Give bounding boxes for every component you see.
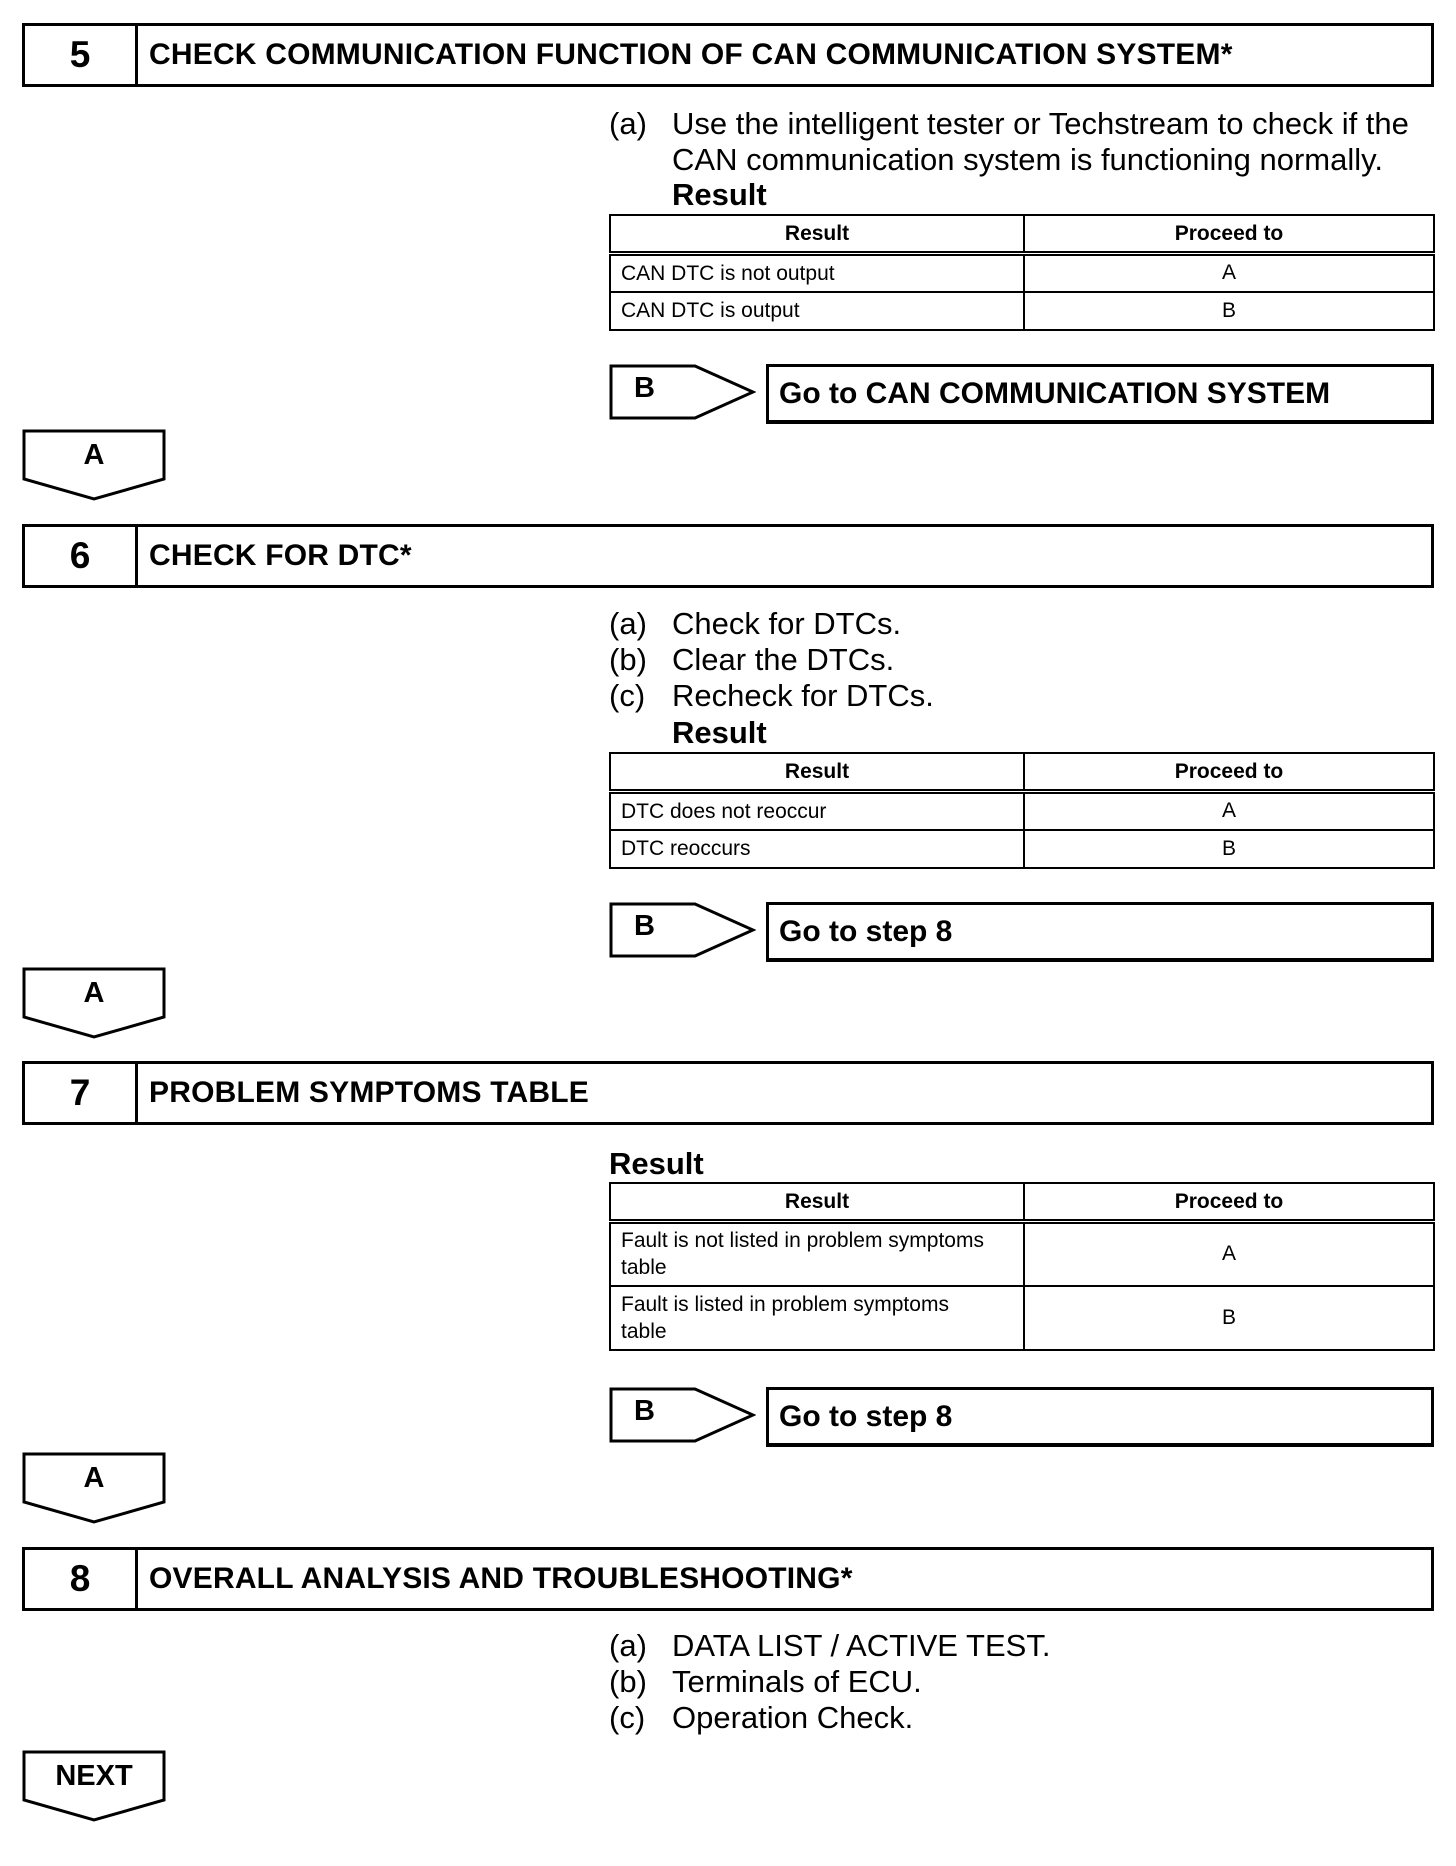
step-7-header: [22, 1061, 1434, 1125]
instruction-tag: (b): [609, 1664, 647, 1699]
step-title: CHECK COMMUNICATION FUNCTION OF CAN COMMUNICATION SYSTEM*: [149, 38, 1233, 71]
table-header-row: [610, 1183, 1434, 1222]
continue-label: A: [83, 439, 105, 471]
result-cell: DTC does not reoccur: [610, 792, 1024, 830]
result-heading: Result: [672, 177, 767, 212]
result-cell-line: Fault is not listed in problem symptoms: [621, 1229, 984, 1253]
step-7-result-table: [609, 1182, 1435, 1351]
goto-step-8-box[interactable]: Go to step 8: [766, 902, 1434, 962]
result-cell-line: Fault is listed in problem symptoms: [621, 1292, 949, 1316]
result-heading: Result: [609, 1146, 704, 1181]
table-row: [610, 792, 1434, 830]
result-heading: Result: [672, 715, 767, 750]
result-cell: [610, 1222, 1024, 1286]
table-header-row: [610, 753, 1434, 792]
column-header: Proceed to: [1024, 1183, 1434, 1222]
instruction-tag: (b): [609, 642, 647, 677]
step-title: CHECK FOR DTC*: [149, 539, 412, 572]
proceed-cell: B: [1024, 830, 1434, 868]
step-number: 6: [25, 527, 138, 585]
instruction-text: Check for DTCs.: [672, 606, 902, 641]
step-8-instructions: [609, 1628, 1050, 1736]
right-arrow-tab-icon: [609, 364, 756, 420]
column-header: Result: [610, 753, 1024, 792]
step-title: PROBLEM SYMPTOMS TABLE: [149, 1076, 589, 1109]
right-arrow-tab-icon: [609, 902, 756, 958]
continue-label: A: [83, 1462, 105, 1494]
step-title: OVERALL ANALYSIS AND TROUBLESHOOTING*: [149, 1562, 853, 1595]
proceed-cell: A: [1024, 792, 1434, 830]
next-label: NEXT: [55, 1760, 133, 1792]
instruction-line: CAN communication system is functioning normally.: [672, 142, 1383, 177]
proceed-cell: B: [1024, 1286, 1434, 1350]
result-cell-line: table: [621, 1256, 667, 1280]
column-header: Proceed to: [1024, 753, 1434, 792]
result-cell: DTC reoccurs: [610, 830, 1024, 868]
column-header: Proceed to: [1024, 215, 1434, 254]
continue-a-arrow[interactable]: [22, 429, 166, 501]
step-5-instructions: [609, 106, 1409, 178]
table-row: [610, 1286, 1434, 1350]
continue-a-arrow[interactable]: [22, 1452, 166, 1524]
step-number: 5: [25, 26, 138, 84]
table-header-row: [610, 215, 1434, 254]
instruction-text: Clear the DTCs.: [672, 642, 895, 677]
instruction-item: [609, 1700, 1050, 1736]
proceed-cell: A: [1024, 254, 1434, 292]
table-row: [610, 830, 1434, 868]
result-cell: [610, 1286, 1024, 1350]
step-5-result-table: [609, 214, 1435, 331]
instruction-tag: (a): [609, 1628, 647, 1663]
proceed-cell: A: [1024, 1222, 1434, 1286]
instruction-item: [609, 678, 934, 714]
branch-label: B: [634, 910, 655, 942]
next-arrow[interactable]: [22, 1750, 166, 1822]
instruction-line: Use the intelligent tester or Techstream to check if the: [672, 106, 1409, 141]
branch-label: B: [634, 1395, 655, 1427]
table-row: [610, 254, 1434, 292]
step-number: 8: [25, 1550, 138, 1608]
instruction-text: DATA LIST / ACTIVE TEST.: [672, 1628, 1051, 1663]
branch-b-arrow[interactable]: [609, 902, 756, 958]
table-row: [610, 292, 1434, 330]
column-header: Result: [610, 1183, 1024, 1222]
instruction-text: Recheck for DTCs.: [672, 678, 934, 713]
right-arrow-tab-icon: [609, 1387, 756, 1443]
step-6-result-table: [609, 752, 1435, 869]
result-cell-line: table: [621, 1319, 667, 1343]
instruction-item: [609, 1628, 1050, 1664]
step-number: 7: [25, 1064, 138, 1122]
result-cell: CAN DTC is output: [610, 292, 1024, 330]
step-8-header: [22, 1547, 1434, 1611]
instruction-tag: (a): [609, 606, 647, 641]
instruction-item: [609, 1664, 1050, 1700]
instruction-item: [609, 106, 1409, 178]
step-6-header: [22, 524, 1434, 588]
proceed-cell: B: [1024, 292, 1434, 330]
column-header: Result: [610, 215, 1024, 254]
continue-a-arrow[interactable]: [22, 967, 166, 1039]
instruction-text: Operation Check.: [672, 1700, 914, 1735]
branch-label: B: [634, 372, 655, 404]
instruction-tag: (c): [609, 678, 646, 713]
goto-step-8-box[interactable]: Go to step 8: [766, 1387, 1434, 1447]
instruction-item: [609, 606, 934, 642]
instruction-text: Terminals of ECU.: [672, 1664, 922, 1699]
instruction-tag: (a): [609, 106, 647, 141]
branch-b-arrow[interactable]: [609, 1387, 756, 1443]
goto-can-communication-box[interactable]: Go to CAN COMMUNICATION SYSTEM: [766, 364, 1434, 424]
result-cell: CAN DTC is not output: [610, 254, 1024, 292]
instruction-item: [609, 642, 934, 678]
table-row: [610, 1222, 1434, 1286]
step-6-instructions: [609, 606, 934, 714]
continue-label: A: [83, 977, 105, 1009]
instruction-tag: (c): [609, 1700, 646, 1735]
instruction-text: [672, 106, 1409, 178]
step-5-header: [22, 23, 1434, 87]
branch-b-arrow[interactable]: [609, 364, 756, 420]
